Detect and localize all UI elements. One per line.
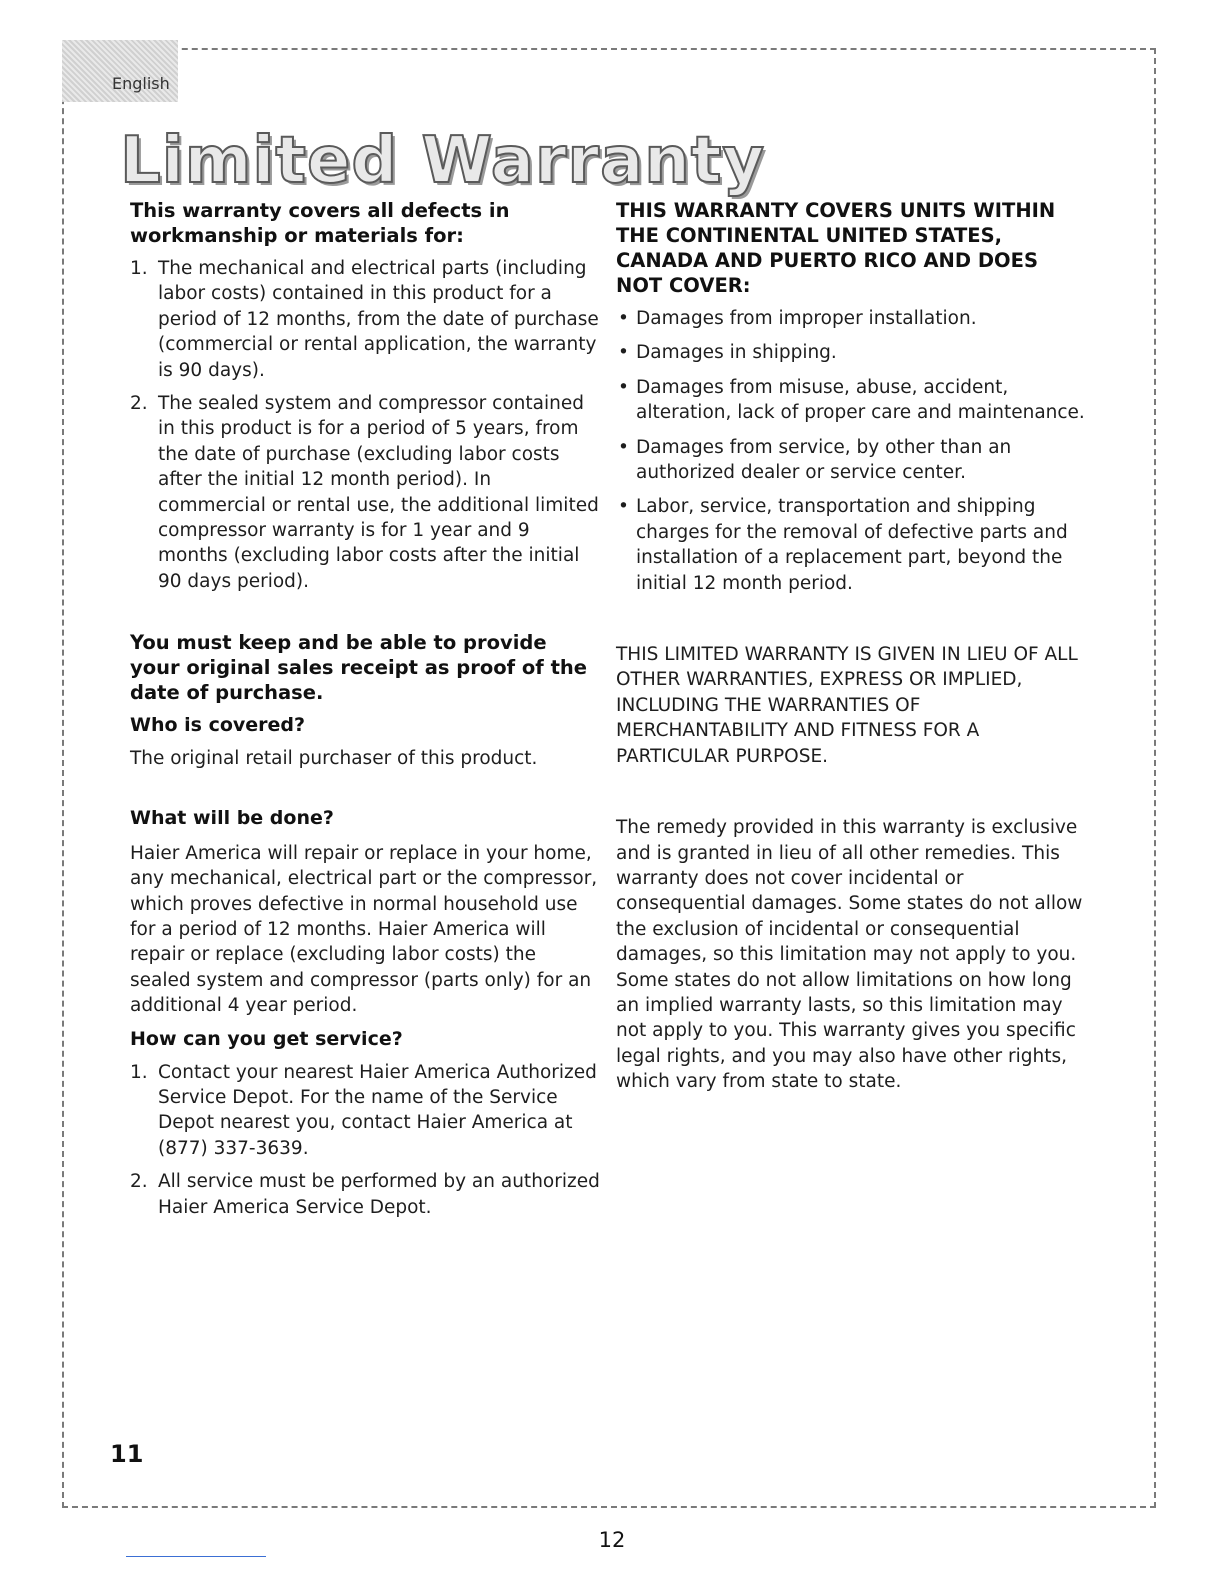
list-text: Contact your nearest Haier America Authorized Service Depot. For the name of the Service Depot nearest you, contact Haier America at (877) 337-3639.: [158, 1061, 597, 1159]
list-item: [130, 256, 600, 383]
list-item: [130, 391, 600, 594]
list-text: The mechanical and electrical parts (including labor costs) contained in this product for a period of 12 months, from the date of purchase (commercial or rental application, the warranty is 90 days).: [158, 258, 599, 381]
sheet-page-number: 12: [598, 1528, 626, 1552]
list-item: [130, 1169, 600, 1220]
list-item: [130, 1060, 600, 1162]
who-heading: Who is covered?: [130, 714, 306, 737]
list-text: All service must be performed by an authorized Haier America Service Depot.: [158, 1171, 600, 1218]
list-number: 2.: [130, 393, 148, 415]
language-label: English: [112, 74, 170, 93]
list-text: The sealed system and compressor contained in this product is for a period of 5 years, from the date of purchase (excluding labor costs after the initial 12 month period). In commercial or rental use, the additional limited compressor warranty is for 1 year and 9 months (excluding labor costs after the initial 90 days period).: [158, 393, 599, 592]
left-column: [130, 198, 600, 1220]
language-tab: [62, 40, 178, 102]
lieu-text: THIS LIMITED WARRANTY IS GIVEN IN LIEU OF ALL OTHER WARRANTIES, EXPRESS OR IMPLIED, INCLUDING THE WARRANTIES OF MERCHANTABILITY AND FITNESS FOR A PARTICULAR PURPOSE.: [616, 644, 1078, 767]
list-item: • Labor, service, transportation and shipping charges for the removal of defective parts and installation of a replacement part, beyond the initial 12 month period.: [616, 494, 1086, 596]
service-heading: How can you get service?: [130, 1027, 403, 1050]
list-item: • Damages in shipping.: [616, 340, 1086, 365]
printed-page-number: 11: [110, 1440, 144, 1468]
not-cover-heading: THIS WARRANTY COVERS UNITS WITHIN THE CONTINENTAL UNITED STATES, CANADA AND PUERTO RICO AND DOES NOT COVER:: [616, 199, 1056, 297]
receipt-heading: You must keep and be able to provide your original sales receipt as proof of the date of purchase.: [130, 631, 587, 705]
covers-heading: This warranty covers all defects in workmanship or materials for:: [130, 199, 510, 247]
what-heading: What will be done?: [130, 806, 334, 829]
link-underline: [126, 1556, 266, 1557]
list-item: • Damages from improper installation.: [616, 306, 1086, 331]
not-cover-list: [616, 306, 1086, 596]
list-number: 1.: [130, 258, 148, 279]
list-item: • Damages from service, by other than an authorized dealer or service center.: [616, 435, 1086, 486]
list-number: 1.: [130, 1061, 148, 1083]
what-text: Haier America will repair or replace in your home, any mechanical, electrical part or the compressor, which proves defective in normal household use for a period of 12 months. Haier America will repair or replace (excluding labor costs) the sealed system and compressor (parts only) for an additional 4 year period.: [130, 842, 598, 1017]
right-column: [616, 198, 1086, 1095]
service-list: [130, 1060, 600, 1220]
page-title: Limited Warranty: [120, 124, 766, 198]
remedy-text: The remedy provided in this warranty is exclusive and is granted in lieu of all other remedies. This warranty does not cover incidental or consequential damages. Some states do not allow the exclusion of incidental or consequential damages, so this limitation may not apply to you. Some states do not allow limitations on how long an implied warranty lasts, so this limitation may not apply to you. This warranty gives you specific legal rights, and you may also have other rights, which vary from state to state.: [616, 817, 1083, 1093]
covers-list: [130, 256, 600, 594]
list-item: • Damages from misuse, abuse, accident, alteration, lack of proper care and maintenance.: [616, 375, 1086, 426]
who-text: The original retail purchaser of this product.: [130, 748, 538, 770]
list-number: 2.: [130, 1171, 148, 1193]
